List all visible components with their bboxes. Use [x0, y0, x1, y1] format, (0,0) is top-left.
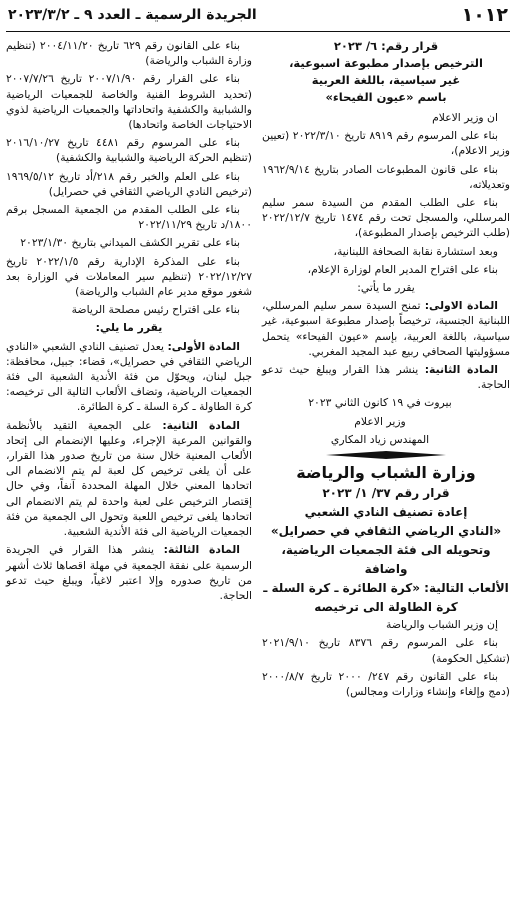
article-label: المادة الثالثة:: [163, 543, 241, 557]
decision2-preamble: بناء على القرار رقم ٢٠٠٧/١/٩٠ تاريخ ٢٠٠٧/٧/٢٦ (تحديد الشروط الفنية والخاصة للجمعيات الرياضية والشبابية والكشفية واتحاداتها والجمعيات الرياضية لذوي الاحتياجات الخاصة واتحادها): [6, 72, 252, 132]
decision1-preamble: بناء على الطلب المقدم من السيدة سمر سليم المرسللي، والمسجل تحت رقم ١٤٧٤ تاريخ ٢٠٢٢/١٢/٧ (طلب الترخيص بإصدار المطبوعة)،: [262, 196, 510, 240]
decision2-title-line: إعادة تصنيف النادي الشعبي: [304, 505, 468, 520]
decision1-preamble: بناء على قانون المطبوعات الصادر بتاريخ ١٩٦٢/٩/١٤ وتعديلاته،: [262, 162, 510, 191]
signature-name: المهندس زياد المكاري: [330, 432, 430, 446]
decision2-title-line: كرة الطاولة الى ترخيصه: [314, 600, 458, 615]
article-text: ينشر هذا القرار ويبلغ حيث تدعو الحاجة.: [262, 363, 510, 392]
decision2-preamble: بناء على القانون رقم ٦٢٩ تاريخ ٢٠٠٤/١١/٢٠ (تنظيم وزارة الشباب والرياضة): [6, 39, 252, 68]
journal-issue-line: الجريدة الرسمية ـ العدد ٩ ـ ٢٠٢٣/٣/٢: [8, 7, 257, 23]
decision2-preamble: بناء على اقتراح رئيس مصلحة الرياضة: [71, 303, 240, 317]
ministry-heading: وزارة الشباب والرياضة: [296, 463, 476, 483]
decision2-article: [6, 339, 252, 415]
decision1-title-line: باسم «عيون الفيحاء»: [325, 90, 447, 104]
decision2-title-line: الألعاب التالية: «كرة الطائرة ـ كرة السلة ـ: [263, 581, 509, 596]
header-rule: [6, 31, 510, 32]
decision2-title-block: [262, 484, 510, 617]
right-column: [262, 38, 510, 702]
decision1-number: قرار رقم: ٦/ ٢٠٢٣: [333, 39, 439, 53]
left-column: [6, 38, 252, 606]
article-label: المادة الاولى:: [424, 299, 499, 313]
decision2-preamble: بناء على المرسوم رقم ٤٤٨١ تاريخ ٢٠١٦/١٠/٢٧ (تنظيم الحركة الرياضية والشبابية والكشفية): [6, 136, 252, 165]
section-divider: [262, 451, 510, 459]
decision1-decides: يقرر ما يأتي:: [357, 281, 415, 295]
article-text: تمنح السيدة سمر سليم المرسللي، اللبنانية الجنسية، ترخيصاً بإصدار مطبوعة اسبوعية، غير سياسية، باللغة العربية، بإسم «عيون الفيحاء» يتحمل مسؤوليتها الصحافي ربيع عبد المجيد المغربي.: [262, 299, 510, 358]
decision1-preamble: بناء على المرسوم رقم ٨٩١٩ تاريخ ٢٠٢٢/٣/١٠ (تعيين وزير الاعلام)،: [262, 129, 510, 158]
decision2-preamble: بناء على العلم والخبر رقم ٢١٨/أد تاريخ ١٩٦٩/٥/١٢ (ترخيص النادي الرياضي الثقافي في حصرايل): [6, 169, 252, 198]
decision2-article: [6, 542, 252, 603]
decision1-preamble: وبعد استشارة نقابة الصحافة اللبنانية،: [333, 244, 498, 258]
decision2-title-line: «النادي الرياضي الثقافي في حصرايل»: [270, 524, 502, 539]
signature-title: وزير الاعلام: [354, 414, 406, 428]
decision2-title-line: وتحويله الى فئة الجمعيات الرياضية، واضافة: [281, 543, 491, 577]
decision1-preamble: ان وزير الاعلام: [432, 111, 498, 124]
decision1-title-line: الترخيص بإصدار مطبوعة اسبوعية،: [289, 56, 483, 70]
decision2-preamble: إن وزير الشباب والرياضة: [386, 618, 498, 632]
decision1-signature: [262, 395, 510, 447]
decision2-number: قرار رقم ٣٧/ ١/ ٢٠٢٣: [322, 486, 450, 501]
article-text: على الجمعية التقيد بالأنظمة والقوانين المرعية الإجراء، وعليها الإنضمام الى إتحاد الألعاب المعنية خلال سنة من تاريخ صدور هذا القرار، على أن يلغى ترخيص كل لعبة لم يتم الانضمام الى اتحادها المعني خلال المهلة المحددة آنفاً، وفي حال إقتصار الترخيص على لعبة واحدة لم يتم الانضمام الى اتحادها يلغى ترخيص اللعبة وتحول الى الجمعية من فئة الجمعيات الرياضية الى فئة الأندية الشعبية.: [6, 418, 252, 539]
decision1-article: [262, 362, 510, 392]
signature-date: بيروت في ١٩ كانون الثاني ٢٠٢٣: [308, 396, 452, 410]
decision2-article: [6, 418, 252, 540]
decision1-preamble: بناء على اقتراح المدير العام لوزارة الإعلام،: [307, 262, 498, 276]
decision2-preamble: بناء على تقرير الكشف الميداني بتاريخ ٢٠٢٣/١/٣٠: [20, 236, 240, 250]
decision1-title-block: [262, 38, 510, 106]
decision2-decides: يقرر ما يلي:: [95, 321, 163, 335]
article-text: يعدل تصنيف النادي الشعبي «النادي الرياضي الثقافي في حصرايل»، قضاء: جبيل، محافظة: جبل لبنان، ويحوّل من فئة الأندية الشعبية الى فئة الجمعيات الرياضية، وتضاف الألعاب التالية الى ترخيصه: كرة الطاولة ـ كرة السلة ـ كرة الطائرة.: [6, 339, 252, 414]
article-label: المادة الثانية:: [162, 418, 240, 432]
decision1-article: [262, 298, 510, 359]
article-label: المادة الثانية:: [424, 363, 498, 377]
page-header: [0, 0, 516, 30]
decision2-preamble: بناء على الطلب المقدم من الجمعية المسجل برقم ١٨٠٠/د تاريخ ٢٠٢٢/١١/٢٩: [6, 203, 252, 232]
decision2-preamble: بناء على القانون رقم ٢٤٧/ ٢٠٠٠ تاريخ ٢٠٠٠/٨/٧ (دمج وإلغاء وإنشاء وزارات ومجالس): [262, 669, 510, 699]
article-text: ينشر هذا القرار في الجريدة الرسمية على نفقة الجمعية في مهلة اقصاها ثلاث أشهر من تاريخ صدوره وإلا اعتبر لاغياً، ويبلغ حيث تدعو الحاجة.: [6, 543, 252, 602]
decision1-title-line: غير سياسية، باللغة العربية: [311, 73, 461, 87]
decision2-preamble: بناء على المذكرة الإدارية رقم ٢٠٢٢/١/٥ تاريخ ٢٠٢٢/١٢/٢٧ (تنظيم سير المعاملات في الوزارة بعد شغور موقع مدير عام الشباب والرياضة): [6, 254, 252, 299]
article-label: المادة الأولى:: [167, 339, 241, 353]
decision2-preamble: بناء على المرسوم رقم ٨٣٧٦ تاريخ ٢٠٢١/٩/١٠ (تشكيل الحكومة): [262, 636, 510, 665]
page-number: ١٠١٢: [461, 4, 508, 26]
